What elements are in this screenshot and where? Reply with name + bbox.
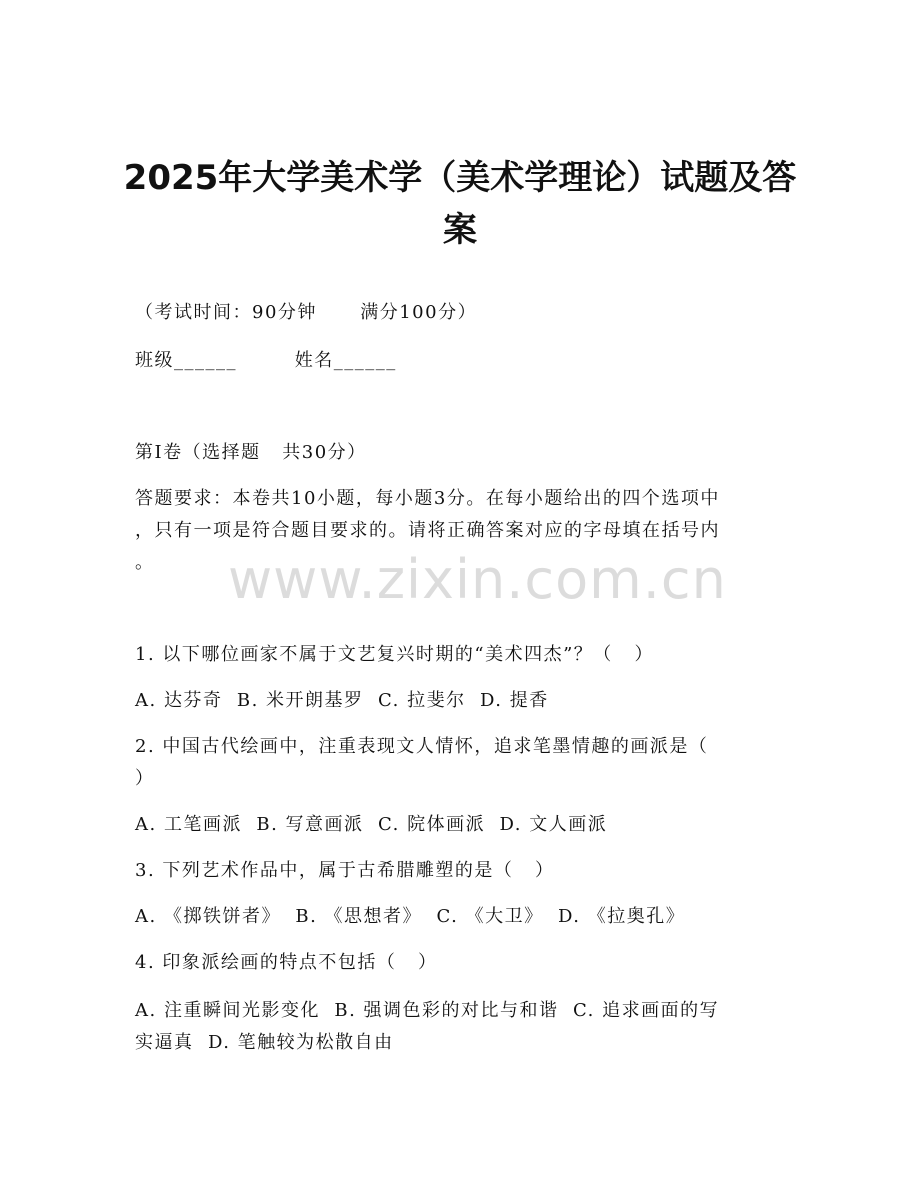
question-3-options: A. 《掷铁饼者》 B. 《思想者》 C. 《大卫》 D. 《拉奥孔》: [135, 906, 686, 927]
document-title-line-1: 2025年大学美术学（美术学理论）试题及答: [123, 158, 797, 198]
section-heading: 第I卷（选择题 共30分）: [135, 442, 367, 463]
question-2-stem-line-2: ）: [135, 768, 155, 789]
question-4-options-line-1: A. 注重瞬间光影变化 B. 强调色彩的对比与和谐 C. 追求画面的写: [135, 1000, 720, 1021]
exam-info: （考试时间：90分钟 满分100分）: [135, 302, 478, 323]
question-2-stem-line-1: 2. 中国古代绘画中，注重表现文人情怀，追求笔墨情趣的画派是（: [135, 736, 709, 757]
instructions-line-1: 答题要求：本卷共10小题，每小题3分。在每小题给出的四个选项中: [135, 488, 720, 509]
instructions-line-3: 。: [135, 552, 155, 573]
watermark: www.zixin.com.cn: [228, 548, 727, 611]
question-4-stem: 4. 印象派绘画的特点不包括（ ）: [135, 952, 438, 973]
document-title-line-2: 案: [443, 210, 477, 250]
instructions-line-2: ，只有一项是符合题目要求的。请将正确答案对应的字母填在括号内: [135, 520, 720, 541]
question-1-options: A. 达芬奇 B. 米开朗基罗 C. 拉斐尔 D. 提香: [135, 690, 549, 711]
student-fields: 班级______ 姓名______: [135, 350, 397, 371]
question-1-stem: 1. 以下哪位画家不属于文艺复兴时期的“美术四杰”？（ ）: [135, 644, 654, 665]
question-3-stem: 3. 下列艺术作品中，属于古希腊雕塑的是（ ）: [135, 860, 555, 881]
question-4-options-line-2: 实逼真 D. 笔触较为松散自由: [135, 1032, 394, 1053]
question-2-options: A. 工笔画派 B. 写意画派 C. 院体画派 D. 文人画派: [135, 814, 608, 835]
